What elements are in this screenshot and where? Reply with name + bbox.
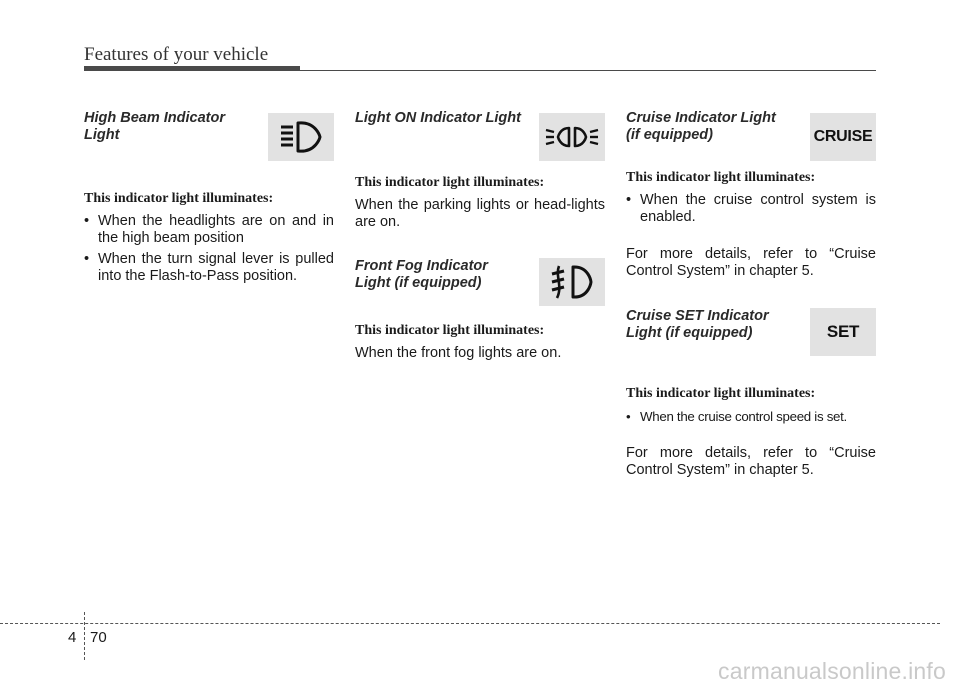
page-section-number: 4 — [68, 629, 77, 646]
cruise-icon — [810, 113, 876, 161]
list-item: • When the cruise control system is enabled. — [626, 192, 876, 226]
body-text: When the parking lights or head-lights are on. — [355, 197, 605, 230]
header-title: Features of your vehicle — [84, 44, 269, 65]
list-item: • When the cruise control speed is set. — [626, 408, 876, 425]
section-title: Front Fog Indicator Light (if equipped) — [355, 258, 488, 291]
cruise-set-icon-label: SET — [826, 322, 860, 341]
footer-divider — [84, 612, 85, 660]
list-item: • When the headlights are on and in the high beam position — [84, 213, 334, 247]
column-1 — [84, 110, 334, 289]
column-2 — [355, 110, 605, 362]
note-text: For more details, refer to “Cruise Control System” in chapter 5. — [626, 246, 876, 279]
bullet-list — [84, 213, 334, 285]
lead-text: This indicator light illuminates: — [626, 386, 816, 401]
section-title: Light ON Indicator Light — [355, 110, 521, 126]
cruise-icon-label: CRUISE — [813, 128, 873, 145]
front-fog-light-icon — [539, 258, 605, 306]
front-fog-section — [355, 258, 605, 310]
lead-text: This indicator light illuminates: — [626, 170, 816, 185]
high-beam-icon — [268, 113, 334, 161]
section-title: High Beam Indicator Light — [84, 110, 225, 143]
lead-text: This indicator light illuminates: — [84, 191, 274, 206]
footer-rule — [0, 623, 940, 624]
header-rule-thin — [84, 70, 876, 71]
body-text: When the front fog lights are on. — [355, 345, 562, 361]
column-3 — [626, 110, 876, 479]
section-title: Cruise SET Indicator Light (if equipped) — [626, 308, 769, 341]
section-title: Cruise Indicator Light (if equipped) — [626, 110, 776, 143]
cruise-set-section — [626, 308, 876, 360]
watermark: carmanualsonline.info — [718, 658, 946, 684]
lead-text: This indicator light illuminates: — [355, 323, 545, 338]
cruise-section — [626, 110, 876, 162]
light-on-section — [355, 110, 605, 162]
high-beam-section — [84, 110, 334, 162]
lead-text: This indicator light illuminates: — [355, 175, 545, 190]
list-item: • When the turn signal lever is pulled into the Flash-to-Pass position. — [84, 251, 334, 285]
bullet-list — [626, 192, 876, 226]
bullet-list — [626, 408, 876, 425]
page-number: 70 — [90, 629, 107, 646]
cruise-set-icon — [810, 308, 876, 356]
parking-lights-icon — [539, 113, 605, 161]
note-text: For more details, refer to “Cruise Control System” in chapter 5. — [626, 445, 876, 478]
